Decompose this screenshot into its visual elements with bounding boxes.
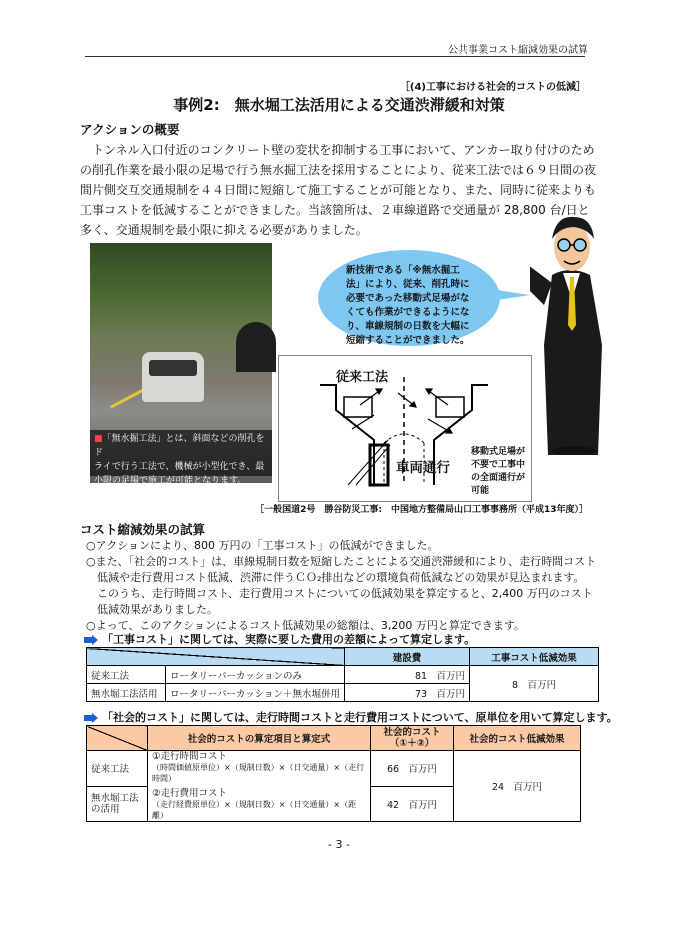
header-social-cost-reduction: 社会的コスト低減効果 xyxy=(454,726,581,751)
bubble-line: 必要であった移動式足場がな xyxy=(346,293,470,304)
effect-line: このうち、走行時間コスト、走行費用コストについての低減効果を算定すると、2,400 万円のコスト xyxy=(86,587,593,600)
social-cost-table xyxy=(86,725,581,822)
row-method: 従来工法 xyxy=(87,751,148,787)
construction-cost-table xyxy=(86,647,599,702)
bubble-line: 短縮することができました。 xyxy=(346,335,470,346)
table-corner xyxy=(87,726,148,751)
label-vehicle-traffic: 車両通行 xyxy=(396,460,450,476)
row-cost: 73 百万円 xyxy=(345,684,470,702)
scaffold-note xyxy=(471,446,525,498)
row-method: 無水堀工法の活用 xyxy=(87,786,148,822)
item-name: ①走行時間コスト xyxy=(152,751,228,762)
note-line: 可能 xyxy=(471,486,490,496)
action-line: 多く、交通規制を最小限に抑える必要がありました。 xyxy=(80,223,368,237)
effect-text xyxy=(86,538,596,634)
note-line: 不要で工事中 xyxy=(471,460,526,470)
social-cost-intro xyxy=(84,709,618,725)
bubble-line: くても作業ができるようにな xyxy=(346,307,470,318)
section-tag: ［(4)工事における社会的コストの低減］ xyxy=(399,82,586,93)
tunnel-portal xyxy=(236,322,276,372)
effect-line: 低減や走行費用コスト低減、渋滞に伴うＣＯ₂排出などの環境負荷低減などの効果が見込まれます。 xyxy=(86,571,585,584)
row-cost: 81 百万円 xyxy=(345,666,470,684)
effect-heading: コスト縮減効果の試算 xyxy=(80,522,206,537)
photo-credit: ［一般国道2号 勝谷防災工事: 中国地方整備局山口工事事務所（平成13年度）］ xyxy=(255,505,588,515)
table-corner xyxy=(87,648,345,666)
effect-line: ○アクションにより、800 万円の「工事コスト」の低減ができました。 xyxy=(86,539,439,552)
header-items-formula: 社会的コストの算定項目と算定式 xyxy=(148,726,371,751)
intro-text: 「工事コスト」に関しては、実際に要した費用の差額によって算定します。 xyxy=(102,633,476,646)
action-line: 工事コストを低減することができました。当該箇所は、２車線道路で交通量が 28,800 台/日と xyxy=(80,203,590,217)
note-line: 移動式足場が xyxy=(471,447,526,457)
action-heading: アクションの概要 xyxy=(80,122,180,137)
row-cost: 66 百万円 xyxy=(371,751,454,787)
item-formula: （走行経費原単位）×（規制日数）×（日交通量）×（距離） xyxy=(152,800,357,820)
header-rule xyxy=(85,56,585,57)
row-method: 無水堀工法活用 xyxy=(87,684,166,702)
caption-line: ■「無水掘工法」とは、斜面などの削孔をド xyxy=(94,434,265,458)
running-header: 公共事業コスト縮減効果の試算 xyxy=(448,45,588,56)
caption-line: 小限の足場で施工が可能となります。 xyxy=(94,476,247,486)
case-title: 事例2: 無水堀工法活用による交通渋滞緩和対策 xyxy=(173,96,505,114)
header-construction-cost: 建設費 xyxy=(345,648,470,666)
bubble-line: 新技術である「※無水掘工 xyxy=(346,265,460,276)
header-social-cost: 社会的コスト （①＋②） xyxy=(371,726,454,751)
arrow-marker-icon xyxy=(84,635,98,645)
row-method: 従来工法 xyxy=(87,666,166,684)
page-number: - 3 - xyxy=(328,838,350,851)
bubble-line: 法」により、従来、削孔時に xyxy=(346,279,470,290)
row-cost: 42 百万円 xyxy=(371,786,454,822)
effect-line: ○よって、このアクションによるコスト低減効果の総額は、3,200 万円と算定できます。 xyxy=(86,619,525,632)
bubble-line: り、車線規制の日数を大幅に xyxy=(346,321,470,332)
item-name: ②走行費用コスト xyxy=(152,788,228,799)
bubble-tail xyxy=(490,285,530,305)
row-description: ロータリーパーカッション＋無水堀併用 xyxy=(166,684,345,702)
action-line: トンネル入口付近のコンクリート壁の変状を抑制する工事において、アンカー取り付けのため xyxy=(80,143,595,157)
effect-line: ○また、「社会的コスト」は、車線規制日数を短縮したことによる交通渋滞緩和により、走行時間コスト xyxy=(86,555,597,568)
row-description: ロータリーパーカッションのみ xyxy=(166,666,345,684)
cost-items xyxy=(148,751,371,822)
reduction-value: 8 百万円 xyxy=(470,666,599,702)
construction-cost-intro xyxy=(84,631,475,647)
action-line: 間片側交互交通規制を４４日間に短縮して施工することが可能となり、また、同時に従来よりも xyxy=(80,183,597,197)
arrow-marker-icon xyxy=(84,713,98,723)
item-formula: （時間価値原単位）×（規制日数）×（日交通量）×（走行時間） xyxy=(152,763,365,783)
car-window xyxy=(149,360,197,376)
action-line: の削孔作業を最小限の足場で行う無水掘工法を採用することにより、従来工法では６９日間の夜 xyxy=(80,163,597,177)
label-conventional-method: 従来工法 xyxy=(336,370,389,385)
action-paragraph xyxy=(80,140,600,240)
intro-text: 「社会的コスト」に関しては、走行時間コストと走行費用コストについて、原単位を用いて算定します。 xyxy=(102,711,618,724)
effect-line: 低減効果がありました。 xyxy=(86,603,218,616)
header-cost-reduction: 工事コスト低減効果 xyxy=(470,648,599,666)
reduction-value: 24 百万円 xyxy=(454,751,581,822)
photo-caption xyxy=(90,430,272,486)
note-line: の全面通行が xyxy=(471,473,526,483)
speech-bubble xyxy=(318,250,500,346)
caption-line: ライで行う工法で、機械が小型化でき、最 xyxy=(94,462,265,472)
presenter-character xyxy=(530,205,620,455)
